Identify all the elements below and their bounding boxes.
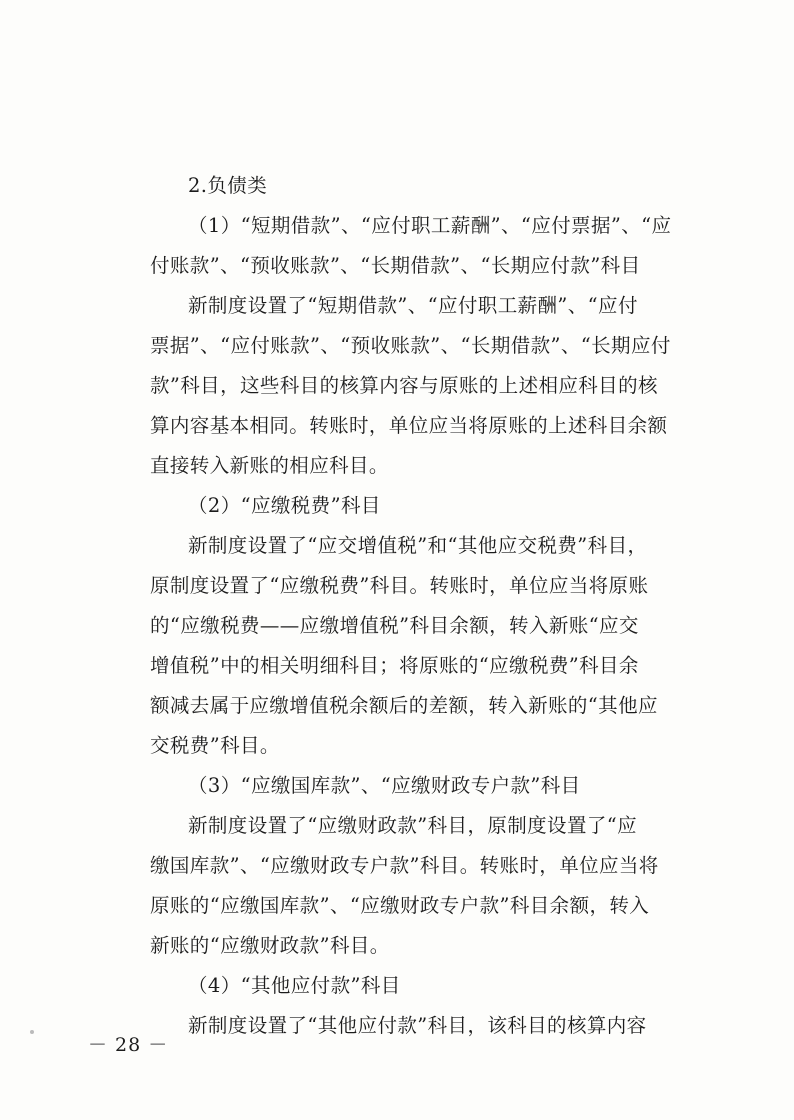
paragraph-line: 原制度设置了“应缴税费”科目。转账时，单位应当将原账 xyxy=(150,574,649,597)
paragraph-line: 额减去属于应缴增值税余额后的差额，转入新账的“其他应 xyxy=(150,694,658,717)
document-body xyxy=(150,166,672,1046)
paragraph-line: 新制度设置了“短期借款”、“应付职工薪酬”、“应付 xyxy=(188,294,638,317)
paragraph-line: 新制度设置了“其他应付款”科目，该科目的核算内容 xyxy=(188,1014,647,1037)
paragraph-line: 新制度设置了“应缴财政款”科目，原制度设置了“应 xyxy=(188,814,638,837)
paragraph-line: 原账的“应缴国库款”、“应缴财政专户款”科目余额，转入 xyxy=(150,894,650,917)
paragraph-line: 直接转入新账的相应科目。 xyxy=(150,454,389,477)
paragraph-line: 新账的“应缴财政款”科目。 xyxy=(150,934,390,957)
subsection-heading-2: （2）“应缴税费”科目 xyxy=(188,494,381,517)
paragraph-line: 算内容基本相同。转账时，单位应当将原账的上述科目余额 xyxy=(150,414,668,437)
paragraph-line: 票据”、“应付账款”、“预收账款”、“长期借款”、“长期应付 xyxy=(150,334,671,357)
paragraph-line: 增值税”中的相关明细科目；将原账的“应缴税费”科目余 xyxy=(150,654,639,677)
subsection-heading-3: （3）“应缴国库款”、“应缴财政专户款”科目 xyxy=(188,774,581,797)
subsection-heading-4: （4）“其他应付款”科目 xyxy=(188,974,401,997)
paragraph-line: 款”科目，这些科目的核算内容与原账的上述相应科目的核 xyxy=(150,374,658,397)
page-number: － 28 － xyxy=(88,1034,169,1056)
paragraph-line: 新制度设置了“应交增值税”和“其他应交税费”科目， xyxy=(188,534,648,557)
section-heading-liabilities: 2.负债类 xyxy=(188,174,268,197)
scan-dot-decoration xyxy=(30,1030,34,1034)
paragraph-line: 的“应缴税费——应缴增值税”科目余额，转入新账“应交 xyxy=(150,614,639,637)
paragraph-line: 交税费”科目。 xyxy=(150,734,280,757)
subsection-heading-1: （1）“短期借款”、“应付职工薪酬”、“应付票据”、“应 xyxy=(188,214,672,237)
subsection-heading-1-cont: 付账款”、“预收账款”、“长期借款”、“长期应付款”科目 xyxy=(150,254,641,277)
paragraph-line: 缴国库款”、“应缴财政专户款”科目。转账时，单位应当将 xyxy=(150,854,659,877)
